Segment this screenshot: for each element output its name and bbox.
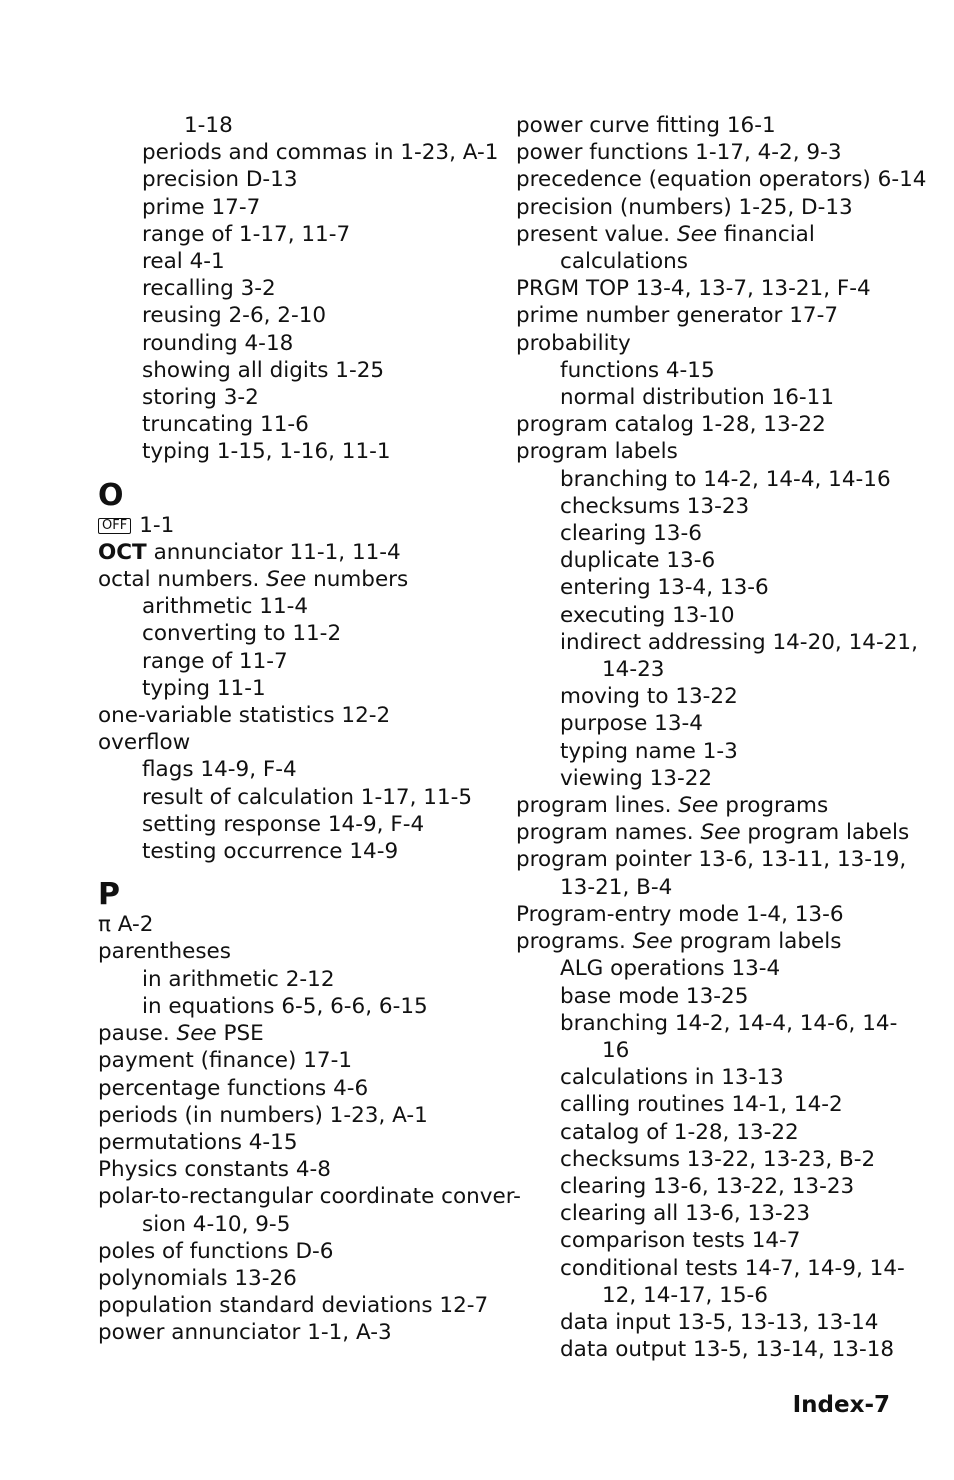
index-entry: precedence (equation operators) 6-14 [516,167,927,193]
index-entry-oct [98,539,488,566]
entries-right-a [516,112,927,221]
index-entry: in arithmetic 2-12 [142,966,335,992]
index-entry: percentage functions 4-6 [98,1075,369,1101]
index-entry: converting to 11-2 [142,621,342,647]
see-reference: See [700,820,741,846]
oct-entry-text: annunciator 11-1, 11-4 [146,539,401,565]
index-entry: rounding 4-18 [142,330,294,356]
index-entry-programs [516,928,916,955]
index-column-left [98,112,521,1347]
index-entry: population standard deviations 12-7 [98,1293,489,1319]
index-entry-present-value-cont: calculations [560,249,688,275]
index-entry: flags 14-9, F-4 [142,757,297,783]
index-entry: entering 13-4, 13-6 [560,575,769,601]
entries-right-c [516,846,916,928]
see-reference: See [632,929,673,955]
index-entry: data input 13-5, 13-13, 13-14 [560,1309,879,1335]
index-entry-off-key [98,512,488,539]
index-entry: base mode 13-25 [560,983,749,1009]
off-key-icon: OFF [98,518,131,534]
index-entry: executing 13-10 [560,602,735,628]
index-entry: PRGM TOP 13-4, 13-7, 13-21, F-4 [516,276,871,302]
index-entry: precision D-13 [142,167,298,193]
index-entry: functions 4-15 [560,357,715,383]
index-entry-present-value [516,221,916,248]
index-entry: recalling 3-2 [142,276,276,302]
index-entry: power curve fitting 16-1 [516,113,776,138]
entry-target: numbers [306,567,409,593]
index-entry: range of 1-17, 11-7 [142,221,351,247]
entry-text: octal numbers. [98,567,267,593]
index-entry: truncating 11-6 [142,412,309,438]
index-entry: sion 4-10, 9-5 [142,1211,291,1237]
entry-text: pause. [98,1021,177,1047]
index-entry-program-names [516,819,916,846]
index-entry: arithmetic 11-4 [142,594,309,620]
index-entry: probability [516,330,631,356]
index-entry: storing 3-2 [142,385,259,411]
oct-annunciator-label: OCT [98,539,147,565]
index-entry: calling routines 14-1, 14-2 [560,1092,843,1118]
index-entry: clearing all 13-6, 13-23 [560,1201,811,1227]
index-entry: prime number generator 17-7 [516,303,839,329]
see-reference: See [678,793,719,819]
index-entry: showing all digits 1-25 [142,357,385,383]
index-entry-program-lines [516,792,916,819]
entry-text: programs. [516,929,633,955]
index-entry: normal distribution 16-11 [560,385,834,411]
index-entry: power functions 1-17, 4-2, 9-3 [516,140,842,166]
index-entry: comparison tests 14-7 [560,1228,801,1254]
index-entry: π A-2 [98,912,154,938]
index-entry: checksums 13-23 [560,493,750,519]
see-reference: See [176,1021,217,1047]
index-entry: one-variable statistics 12-2 [98,703,391,729]
entries-right-b [516,275,916,792]
entry-text: program names. [516,820,701,846]
entries-o [98,593,488,865]
index-entry: data output 13-5, 13-14, 13-18 [560,1337,895,1363]
index-entry: polynomials 13-26 [98,1265,297,1291]
entry-text: program lines. [516,793,679,819]
index-entry: ALG operations 13-4 [560,956,781,982]
index-entry: clearing 13-6, 13-22, 13-23 [560,1173,855,1199]
index-entry: parentheses [98,939,231,965]
index-entry: checksums 13-22, 13-23, B-2 [560,1146,876,1172]
index-entry: Physics constants 4-8 [98,1157,331,1183]
entries-right-d [516,955,916,1363]
index-entry: polar-to-rectangular coordinate conver- [98,1184,521,1210]
index-entry: conditional tests 14-7, 14-9, 14- [560,1255,905,1281]
index-entry: poles of functions D-6 [98,1238,334,1264]
entries-p-b [98,1047,521,1346]
index-entry: periods (in numbers) 1-23, A-1 [98,1102,428,1128]
index-entry: precision (numbers) 1-25, D-13 [516,194,853,220]
index-entry: program pointer 13-6, 13-11, 13-19, [516,847,907,873]
index-entry: duplicate 13-6 [560,548,716,574]
index-entry: 13-21, B-4 [560,874,673,900]
index-entry: range of 11-7 [142,648,288,674]
index-entry: program catalog 1-28, 13-22 [516,412,826,438]
index-entry: 12, 14-17, 15-6 [602,1282,768,1308]
index-entry: clearing 13-6 [560,521,702,547]
index-entry: overflow [98,730,191,756]
index-entry: power annunciator 1-1, A-3 [98,1320,392,1346]
entries-top [98,112,499,466]
see-reference: See [266,567,307,593]
index-entry: payment (finance) 17-1 [98,1048,353,1074]
entry-text: present value. [516,221,677,247]
index-column-right [516,112,927,1363]
index-entry: 16 [602,1037,630,1063]
off-key-pages: 1-1 [139,512,175,538]
index-entry-pause [98,1020,488,1047]
index-entry: purpose 13-4 [560,711,703,737]
section-letter-p: P [98,877,120,913]
entry-target: program labels [740,820,910,846]
index-entry: 14-23 [602,657,665,683]
index-entry: setting response 14-9, F-4 [142,811,425,837]
index-entry: result of calculation 1-17, 11-5 [142,784,473,810]
index-entry: typing name 1-3 [560,738,738,764]
index-entry-octal [98,566,488,593]
index-entry: typing 1-15, 1-16, 11-1 [142,439,391,465]
index-entry: periods and commas in 1-23, A-1 [142,140,499,166]
index-entry: indirect addressing 14-20, 14-21, [560,629,918,655]
index-entry: prime 17-7 [142,194,261,220]
index-entry: catalog of 1-28, 13-22 [560,1119,799,1145]
entry-target: program labels [672,929,842,955]
index-entry: 1-18 [184,113,233,138]
entries-p-a [98,911,488,1020]
see-reference: See [676,221,718,247]
index-entry: real 4-1 [142,249,225,275]
index-entry: calculations in 13-13 [560,1065,784,1091]
index-entry: Program-entry mode 1-4, 13-6 [516,901,844,927]
index-entry: permutations 4-15 [98,1129,298,1155]
page-number: Index-7 [792,1392,890,1418]
entry-target: programs [718,793,829,819]
section-letter-o: O [98,477,124,513]
index-entry: moving to 13-22 [560,684,738,710]
index-entry: in equations 6-5, 6-6, 6-15 [142,993,428,1019]
index-entry: testing occurrence 14-9 [142,839,399,865]
index-entry: viewing 13-22 [560,765,713,791]
index-entry: branching 14-2, 14-4, 14-6, 14- [560,1010,898,1036]
index-entry: program labels [516,439,678,465]
index-entry: typing 11-1 [142,675,266,701]
index-entry: branching to 14-2, 14-4, 14-16 [560,466,891,492]
entry-target: financial [717,221,815,247]
index-entry: reusing 2-6, 2-10 [142,303,327,329]
entry-target: PSE [216,1021,264,1047]
